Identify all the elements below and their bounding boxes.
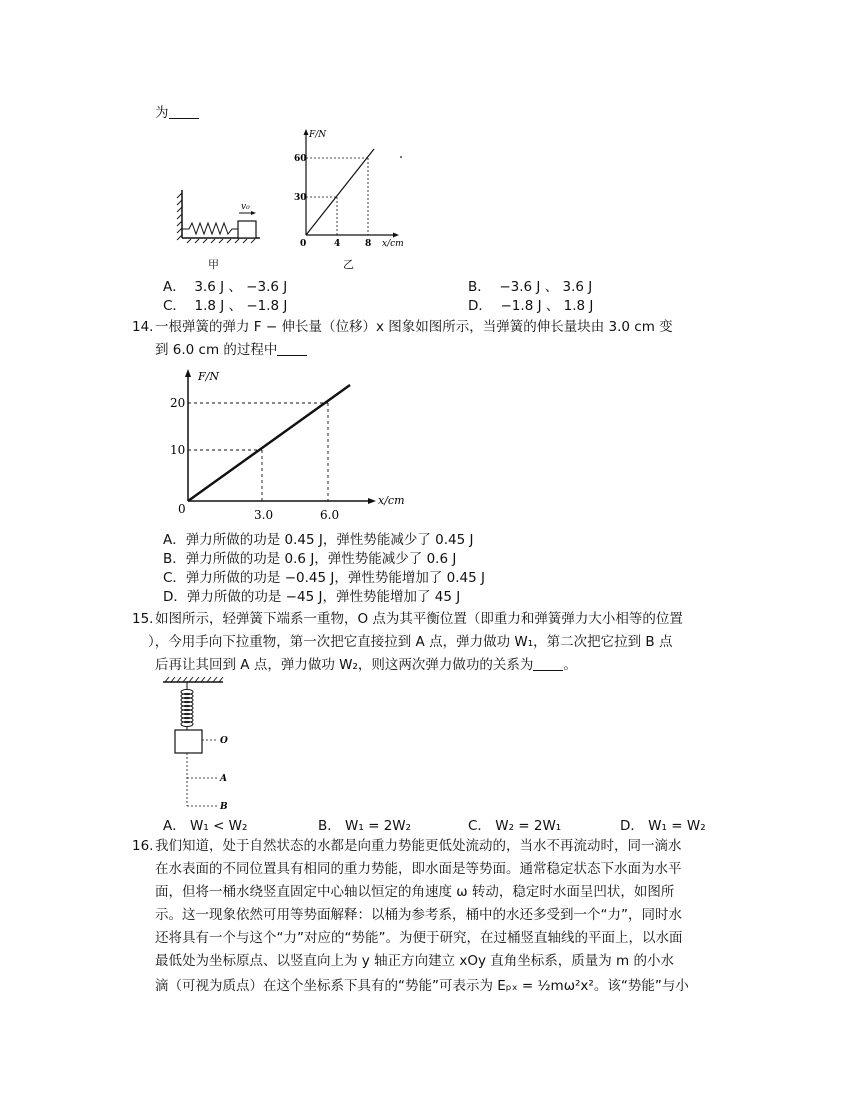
- q16-line2: 在水表面的不同位置具有相同的重力势能，即水面是等势面。通常稳定状态下水面为水平: [155, 861, 682, 877]
- q13-option-a[interactable]: A． 3.6 J 、 −3.6 J: [163, 279, 288, 295]
- q16-line4: 示。这一现象依然可用等势面解释：以桶为参考系，桶中的水还多受到一个“力”，同时水: [155, 907, 682, 923]
- q16-line1: 我们知道，处于自然状态的水都是向重力势能更低处流动的，当水不再流动时，同一滴水: [155, 838, 682, 854]
- q16-number: 16.: [132, 838, 154, 854]
- q15-line1: 如图所示，轻弹簧下端系一重物，O 点为其平衡位置（即重力和弹簧弹力大小相等的位置: [155, 611, 683, 627]
- y-tick-60: 60: [294, 154, 307, 164]
- q15-line2: ），今用手向下拉重物，第一次把它直接拉到 A 点，弹力做功 W₁，第二次把它拉到 B 点: [148, 634, 673, 650]
- y-tick-30: 30: [294, 193, 307, 203]
- y-axis-label: F/N: [309, 130, 327, 140]
- answer-blank: [533, 656, 563, 671]
- point-a-label: A: [220, 774, 227, 784]
- q15-number: 15.: [132, 611, 154, 627]
- y-tick-20: 20: [170, 396, 186, 410]
- y-axis-label: F/N: [198, 370, 219, 383]
- x-tick-4: 4: [334, 239, 341, 249]
- q15-option-d[interactable]: D． W₁ = W₂: [620, 818, 706, 834]
- q13-option-c[interactable]: C． 1.8 J 、 −1.8 J: [163, 298, 288, 314]
- q15-option-a[interactable]: A． W₁ < W₂: [163, 818, 248, 834]
- answer-blank: [277, 341, 307, 356]
- q14-option-b[interactable]: B．弹力所做的功是 0.6 J，弹性势能减少了 0.6 J: [163, 551, 457, 567]
- q13-tail: 为: [155, 102, 199, 124]
- q16-line5: 还将具有一个与这个“力”对应的“势能”。为便于研究，在过桶竖直轴线的平面上，以水面: [155, 930, 683, 946]
- x-tick-3: 3.0: [254, 508, 274, 522]
- y-tick-10: 10: [170, 443, 186, 457]
- q16-line6: 最低处为坐标原点、以竖直向上为 y 轴正方向建立 xOy 直角坐标系，质量为 m 的小水: [155, 953, 674, 969]
- q14-line1: 一根弹簧的弹力 F − 伸长量（位移）x 图象如图所示，当弹簧的伸长量块由 3.0 cm 变: [155, 319, 673, 335]
- x-axis-label: x/cm: [382, 239, 404, 249]
- v0-label: v₀: [241, 202, 250, 212]
- point-b-label: B: [220, 802, 228, 812]
- q16-line7: 滴（可视为质点）在这个坐标系下具有的“势能”可表示为 Eₚₓ = ½mω²x²。该“势能”与小: [155, 978, 689, 994]
- q13-option-d[interactable]: D． −1.8 J 、 1.8 J: [468, 298, 594, 314]
- q13-option-b[interactable]: B． −3.6 J 、 3.6 J: [468, 279, 593, 295]
- x-axis-label: x/cm: [378, 494, 405, 507]
- spring-block-figure: [175, 185, 270, 275]
- answer-blank: [169, 104, 199, 119]
- fig-caption-left: 甲: [208, 258, 219, 271]
- q16-line3: 面，但将一桶水绕竖直固定中心轴以恒定的角速度 ω 转动，稳定时水面呈凹状，如图所: [155, 884, 675, 900]
- q14-option-c[interactable]: C．弹力所做的功是 −0.45 J，弹性势能增加了 0.45 J: [163, 570, 485, 586]
- q14-option-a[interactable]: A．弹力所做的功是 0.45 J，弹性势能减少了 0.45 J: [163, 532, 474, 548]
- spring-weight-figure: [155, 675, 240, 813]
- point-o-label: O: [220, 736, 228, 746]
- q13-graph: [288, 125, 418, 255]
- q15-option-c[interactable]: C． W₂ = 2W₁: [468, 818, 562, 834]
- x-tick-8: 8: [365, 239, 372, 249]
- x-tick-6: 6.0: [320, 508, 340, 522]
- q14-graph: [170, 364, 415, 526]
- origin-label: 0: [178, 502, 186, 516]
- q15-line3: 后再让其回到 A 点，弹力做功 W₂，则这两次弹力做功的关系为 。: [155, 657, 577, 673]
- q14-number: 14.: [132, 319, 154, 335]
- fig-caption-right: 乙: [343, 258, 354, 271]
- q15-option-b[interactable]: B． W₁ = 2W₂: [318, 818, 412, 834]
- q14-line2: 到 6.0 cm 的过程中: [155, 339, 307, 361]
- origin-label: 0: [300, 239, 307, 249]
- q14-option-d[interactable]: D．弹力所做的功是 −45 J，弹性势能增加了 45 J: [163, 589, 461, 605]
